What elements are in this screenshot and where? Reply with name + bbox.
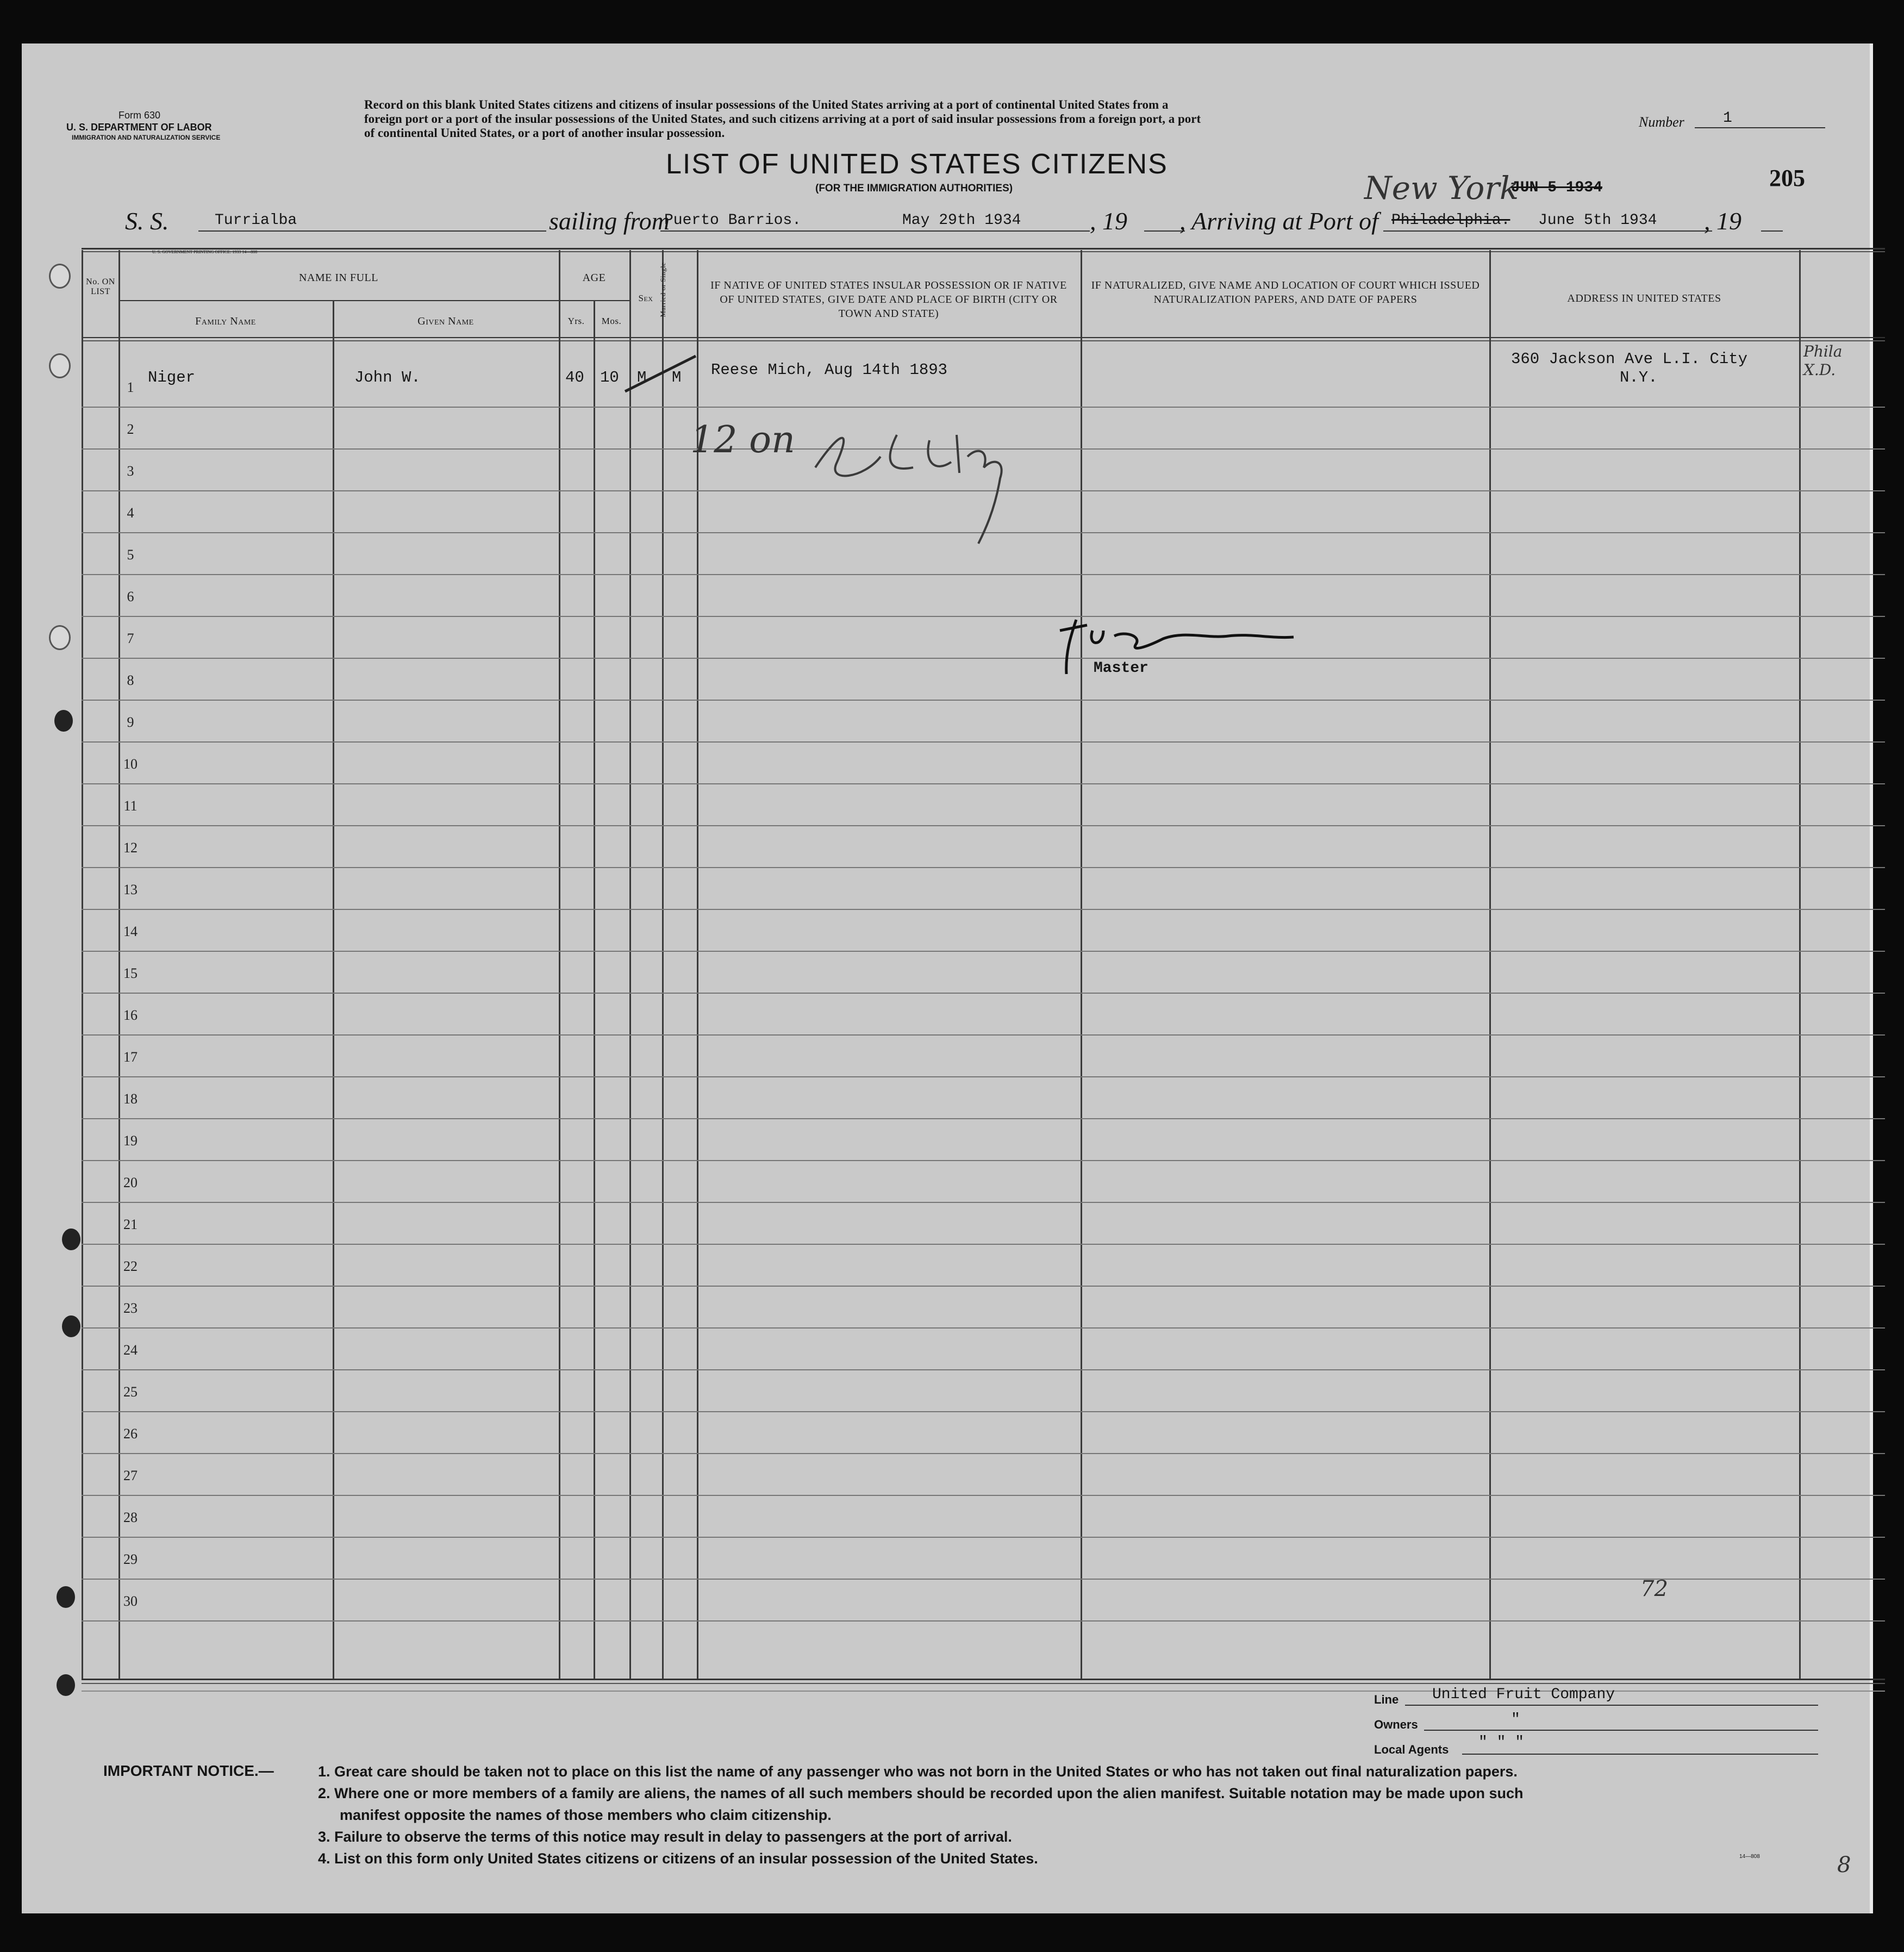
row-number: 6 <box>127 589 134 604</box>
sailing-port: Puerto Barrios. <box>664 212 802 229</box>
row-number: 24 <box>123 1342 138 1358</box>
ship-name: Turrialba <box>215 212 297 229</box>
row-number: 23 <box>123 1300 138 1316</box>
row-rule <box>82 616 1885 617</box>
row-number: 14 <box>123 924 138 939</box>
row-rule <box>82 1202 1885 1203</box>
row-rule <box>82 1579 1885 1580</box>
page-title: LIST OF UNITED STATES CITIZENS <box>666 148 1168 180</box>
passenger-sex: M <box>637 369 647 386</box>
passenger-address-line1: 360 Jackson Ave L.I. City <box>1511 350 1748 368</box>
row-rule <box>82 741 1885 743</box>
master-signature <box>1054 614 1304 679</box>
arriving-label: , Arriving at Port of <box>1179 207 1378 235</box>
row-rule <box>82 1327 1885 1329</box>
row-rule <box>82 909 1885 910</box>
row-rule <box>82 574 1885 575</box>
header-mos: Mos. <box>601 316 622 326</box>
row-number: 16 <box>123 1007 138 1023</box>
notice-heading: IMPORTANT NOTICE.— <box>103 1762 274 1779</box>
header-yrs: Yrs. <box>567 316 585 326</box>
row-rule <box>82 783 1885 784</box>
binding-hole <box>49 353 71 378</box>
passenger-family-name: Niger <box>148 369 196 386</box>
header-birth: IF NATIVE OF UNITED STATES INSULAR POSSESSION OR IF NATIVE OF UNITED STATES, GIVE DATE AND PLACE OF BIRTH (CITY OR TOWN AND STATE) <box>710 279 1067 320</box>
arrival-date: June 5th 1934 <box>1538 212 1657 229</box>
row-rule <box>82 1244 1885 1245</box>
row-number: 13 <box>123 882 138 897</box>
row-rule <box>82 1620 1885 1622</box>
passenger-age-months: 10 <box>600 369 619 386</box>
row-rule <box>82 1118 1885 1119</box>
handwritten-checkmark <box>620 353 701 397</box>
handwritten-note: 12 on <box>690 419 795 462</box>
binding-hole <box>57 1586 75 1608</box>
binding-hole <box>54 710 73 732</box>
agents-value: " " " <box>1478 1734 1525 1751</box>
row-number: 29 <box>123 1551 138 1567</box>
row-rule <box>82 1076 1885 1077</box>
row-rule <box>82 825 1885 826</box>
row-number: 7 <box>127 631 134 646</box>
instruction-line-1: Record on this blank United States citizens and citizens of insular possessions of the United States arriving at a port of continental United States from a <box>364 98 1169 111</box>
row-number: 17 <box>123 1049 138 1065</box>
line-label: Line <box>1374 1693 1399 1706</box>
row-number: 5 <box>127 547 134 563</box>
row-number: 22 <box>123 1258 138 1274</box>
row-number: 27 <box>123 1468 138 1483</box>
row-rule <box>82 1453 1885 1454</box>
margin-note: Phila X.D. <box>1803 342 1843 379</box>
row-rule <box>82 1411 1885 1412</box>
notice-item-4: 4. List on this form only United States citizens or citizens of an insular possession of the United States. <box>318 1850 1038 1867</box>
row-rule <box>82 658 1885 659</box>
owners-label: Owners <box>1374 1718 1418 1731</box>
struck-date-stamp: JUN 5 1934 <box>1511 179 1603 196</box>
passenger-married-single: M <box>672 369 682 386</box>
row-rule <box>82 951 1885 952</box>
page-number: 205 <box>1769 165 1805 191</box>
department-name: U. S. DEPARTMENT OF LABOR <box>66 122 212 133</box>
row-number: 25 <box>123 1384 138 1400</box>
row-number: 19 <box>123 1133 138 1149</box>
master-label: Master <box>1094 660 1148 677</box>
arrival-port-handwritten: New York <box>1364 170 1519 207</box>
row-number: 12 <box>123 840 138 856</box>
header-name-in-full: NAME IN FULL <box>299 272 378 284</box>
row-number: 28 <box>123 1510 138 1525</box>
row-rule <box>82 1495 1885 1496</box>
row-number: 11 <box>123 798 138 814</box>
row-rule <box>82 1034 1885 1036</box>
notice-item-2-cont: manifest opposite the names of those members who claim citizenship. <box>340 1807 832 1823</box>
year-label-2: , 19 <box>1704 207 1741 235</box>
row-number: 4 <box>127 505 134 521</box>
row-rule <box>82 700 1885 701</box>
passenger-birth: Reese Mich, Aug 14th 1893 <box>711 361 948 379</box>
header-age: AGE <box>582 272 606 284</box>
arrival-port-struck: Philadelphia. <box>1391 212 1510 229</box>
passenger-address-line2: N.Y. <box>1620 369 1658 386</box>
page-subtitle: (FOR THE IMMIGRATION AUTHORITIES) <box>815 183 1013 194</box>
row-rule <box>82 1369 1885 1370</box>
header-sex: Sex <box>638 293 653 303</box>
row-number: 9 <box>127 714 134 730</box>
header-married-single: Married or Single <box>659 262 667 317</box>
ss-label: S. S. <box>125 207 169 235</box>
notice-item-3: 3. Failure to observe the terms of this notice may result in delay to passengers at the port of arrival. <box>318 1829 1012 1845</box>
sailing-date: May 29th 1934 <box>902 212 1021 229</box>
notice-item-2: 2. Where one or more members of a family are aliens, the names of all such members should be recorded upon the alien manifest. Suitable notation may be made upon such <box>318 1785 1524 1801</box>
instruction-line-3: of continental United States, or a port of another insular possession. <box>364 126 725 140</box>
header-given-name: Given Name <box>417 315 474 327</box>
row-number: 2 <box>127 421 134 437</box>
instruction-line-2: foreign port or a port of the insular possessions of the United States, and such citizens arriving at a port of said insular possessions from a foreign port, a port <box>364 112 1201 126</box>
line-value: United Fruit Company <box>1432 1686 1615 1703</box>
header-address: ADDRESS IN UNITED STATES <box>1567 292 1721 304</box>
manifest-sheet <box>22 43 1873 1913</box>
form-number: Form 630 <box>118 110 161 121</box>
sailing-label: sailing from <box>549 207 670 235</box>
handwritten-signature-official <box>804 402 1033 554</box>
notice-item-1: 1. Great care should be taken not to place on this list the name of any passenger who was not born in the United States or who has not taken out final naturalization papers. <box>318 1763 1518 1780</box>
header-no-on-list: No. ON LIST <box>86 277 115 296</box>
row-rule <box>82 867 1885 868</box>
row-rule <box>82 1160 1885 1161</box>
row-number: 15 <box>123 965 138 981</box>
row-number: 8 <box>127 672 134 688</box>
number-label: Number <box>1639 114 1684 130</box>
row-number: 20 <box>123 1175 138 1190</box>
passenger-given-name: John W. <box>354 369 421 386</box>
number-value: 1 <box>1723 110 1732 127</box>
owners-value: " <box>1511 1711 1520 1728</box>
binding-hole <box>62 1315 80 1337</box>
binding-hole <box>49 625 71 650</box>
row-number: 10 <box>123 756 138 772</box>
year-label-1: , 19 <box>1090 207 1127 235</box>
agents-label: Local Agents <box>1374 1743 1449 1756</box>
header-naturalized: IF NATURALIZED, GIVE NAME AND LOCATION OF COURT WHICH ISSUED NATURALIZATION PAPERS, AND DATE OF PAPERS <box>1091 279 1480 305</box>
row-number: 18 <box>123 1091 138 1107</box>
row-number: 30 <box>123 1593 138 1609</box>
row-number: 3 <box>127 463 134 479</box>
row-number: 1 <box>127 379 134 395</box>
row-rule <box>82 1286 1885 1287</box>
printing-note: U. S. GOVERNMENT PRINTING OFFICE: 1933 14—808 <box>152 250 258 254</box>
corner-number: 8 <box>1837 1853 1851 1878</box>
service-name: IMMIGRATION AND NATURALIZATION SERVICE <box>72 134 221 141</box>
binding-hole <box>49 264 71 289</box>
passenger-age-years: 40 <box>565 369 584 386</box>
binding-hole <box>57 1674 75 1696</box>
row-number: 26 <box>123 1426 138 1442</box>
bottom-mark: 72 <box>1640 1576 1668 1601</box>
row-rule <box>82 1537 1885 1538</box>
form-code: 14—808 <box>1739 1854 1760 1860</box>
header-family-name: Family Name <box>195 315 256 327</box>
binding-hole <box>62 1228 80 1250</box>
row-number: 21 <box>123 1217 138 1232</box>
row-rule <box>82 993 1885 994</box>
